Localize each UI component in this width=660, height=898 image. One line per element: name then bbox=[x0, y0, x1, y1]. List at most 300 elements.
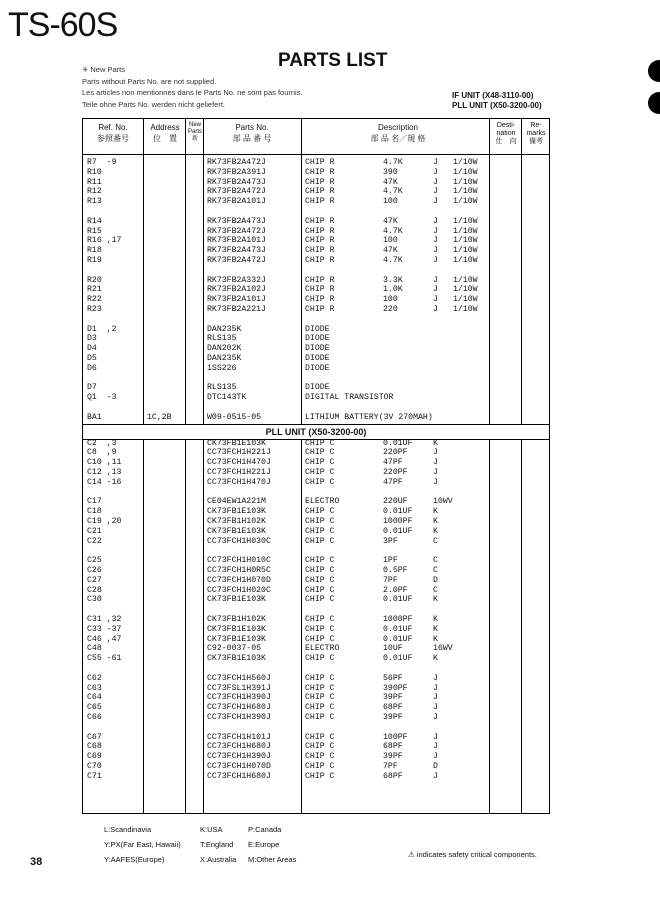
legend-item: P:Canada bbox=[248, 825, 282, 834]
col-parts-no: Parts No. 部 品 番 号 bbox=[232, 123, 272, 143]
table-cell: W09-0515-05 bbox=[207, 412, 262, 422]
table-cell: R7 -9 bbox=[87, 158, 117, 167]
table-row bbox=[83, 517, 549, 527]
table-cell: CHIP C bbox=[305, 585, 335, 595]
pll-unit-label: PLL UNIT (X50-3200-00) bbox=[452, 101, 542, 110]
table-cell: C26 bbox=[87, 566, 102, 575]
table-cell: K bbox=[433, 615, 438, 624]
table-row bbox=[83, 413, 549, 423]
table-cell: C14 -16 bbox=[87, 477, 122, 487]
table-cell: CHIP R bbox=[305, 256, 335, 265]
table-cell: CHIP C bbox=[305, 624, 335, 634]
table-cell: CK73FB1E103K bbox=[207, 526, 266, 536]
table-cell: 1.0K bbox=[383, 285, 403, 295]
table-cell: 1/10W bbox=[453, 246, 478, 256]
binding-hole-2 bbox=[648, 92, 660, 114]
table-cell: RK73FB2A221J bbox=[207, 305, 266, 314]
table-row bbox=[83, 168, 549, 178]
table-cell: 0.01UF bbox=[383, 507, 413, 517]
table-cell: 0.5PF bbox=[383, 566, 408, 575]
table-cell: K bbox=[433, 517, 438, 526]
table-cell: 0.01UF bbox=[383, 654, 413, 664]
table-cell: J bbox=[433, 256, 438, 265]
table-row bbox=[83, 246, 549, 256]
table-cell: 1/10W bbox=[453, 226, 478, 236]
table-cell: 47K bbox=[383, 177, 398, 187]
parts-table bbox=[82, 118, 550, 814]
table-cell: C2 ,3 bbox=[87, 438, 117, 448]
table-row bbox=[83, 334, 549, 344]
table-row bbox=[83, 266, 549, 276]
legend-item: Y:AAFES(Europe) bbox=[104, 855, 165, 864]
table-cell: J bbox=[433, 216, 438, 226]
table-cell: 100PF bbox=[383, 732, 408, 742]
table-row bbox=[83, 478, 549, 488]
table-row bbox=[83, 664, 549, 674]
table-row bbox=[83, 393, 549, 403]
table-cell: CHIP C bbox=[305, 507, 335, 517]
table-cell: R20 bbox=[87, 275, 102, 285]
binding-hole-1 bbox=[648, 60, 660, 82]
table-cell: CHIP C bbox=[305, 615, 335, 624]
table-cell: CHIP R bbox=[305, 246, 335, 256]
table-cell: J bbox=[433, 742, 438, 752]
table-cell: J bbox=[433, 468, 438, 477]
table-cell: CHIP C bbox=[305, 477, 335, 487]
table-row bbox=[83, 762, 549, 772]
table-cell: CC73FCH1H221J bbox=[207, 448, 271, 458]
table-cell: CC73FCH1H470J bbox=[207, 458, 271, 468]
table-row bbox=[83, 256, 549, 266]
table-row bbox=[83, 217, 549, 227]
table-cell: CHIP C bbox=[305, 673, 335, 683]
table-cell: J bbox=[433, 158, 438, 167]
note-de: Teile ohne Parts No. werden nicht geliefert. bbox=[82, 99, 225, 109]
table-cell: LITHIUM BATTERY(3V 270MAH) bbox=[305, 412, 433, 422]
table-cell: CK73FB1E103K bbox=[207, 624, 266, 634]
col-ref: Ref. No. 参照番号 bbox=[97, 123, 129, 143]
table-cell: R15 bbox=[87, 226, 102, 236]
table-cell: CHIP R bbox=[305, 187, 335, 197]
table-row bbox=[83, 468, 549, 478]
table-cell: 39PF bbox=[383, 693, 403, 703]
table-row bbox=[83, 674, 549, 684]
table-cell: RLS135 bbox=[207, 383, 237, 393]
table-cell: 390 bbox=[383, 167, 398, 177]
table-row bbox=[83, 227, 549, 237]
table-cell: CHIP C bbox=[305, 713, 335, 722]
table-row bbox=[83, 305, 549, 315]
table-cell: 0.01UF bbox=[383, 526, 413, 536]
table-row bbox=[83, 527, 549, 537]
table-cell: 1/10W bbox=[453, 275, 478, 285]
table-cell: 1/10W bbox=[453, 305, 478, 314]
table-cell: C46 ,47 bbox=[87, 634, 122, 644]
table-cell: J bbox=[433, 167, 438, 177]
table-cell: 1/10W bbox=[453, 295, 478, 305]
table-row bbox=[83, 354, 549, 364]
table-cell: D bbox=[433, 575, 438, 585]
table-cell: 68PF bbox=[383, 771, 403, 781]
table-cell: J bbox=[433, 295, 438, 305]
legend-item: T:England bbox=[200, 840, 234, 849]
table-row bbox=[83, 315, 549, 325]
table-cell: RK73FB2A473J bbox=[207, 177, 266, 187]
table-cell: K bbox=[433, 438, 438, 448]
table-row bbox=[83, 713, 549, 723]
table-cell: CC73FCH1H010C bbox=[207, 556, 271, 566]
table-cell: RK73FB2A102J bbox=[207, 285, 266, 295]
table-cell: 1/10W bbox=[453, 216, 478, 226]
table-cell: BA1 bbox=[87, 412, 102, 422]
table-cell: CC73FCH1H070D bbox=[207, 575, 271, 585]
table-cell: ELECTRO bbox=[305, 497, 340, 507]
table-row bbox=[83, 586, 549, 596]
table-cell: DIODE bbox=[305, 363, 330, 373]
table-cell: 68PF bbox=[383, 703, 403, 713]
table-cell: 0.01UF bbox=[383, 624, 413, 634]
table-cell: RK73FB2A473J bbox=[207, 246, 266, 256]
table-cell: CK73FB1E103K bbox=[207, 654, 266, 664]
table-cell: RK73FB2A472J bbox=[207, 256, 266, 265]
table-cell: C92-0037-05 bbox=[207, 644, 262, 654]
table-cell: J bbox=[433, 732, 438, 742]
table-cell: 1/10W bbox=[453, 285, 478, 295]
table-cell: C62 bbox=[87, 673, 102, 683]
table-cell: C48 bbox=[87, 644, 102, 654]
table-row bbox=[83, 635, 549, 645]
table-cell: CHIP C bbox=[305, 556, 335, 566]
table-cell: 47K bbox=[383, 216, 398, 226]
table-cell: 100 bbox=[383, 236, 398, 246]
table-row bbox=[83, 439, 549, 449]
table-cell: CHIP R bbox=[305, 167, 335, 177]
table-cell: 4.7K bbox=[383, 158, 403, 167]
table-cell: CC73FCH1H020C bbox=[207, 585, 271, 595]
table-cell: 3PF bbox=[383, 536, 398, 546]
table-cell: RK73FB2A473J bbox=[207, 216, 266, 226]
table-cell: J bbox=[433, 285, 438, 295]
table-cell: 56PF bbox=[383, 673, 403, 683]
table-cell: CHIP C bbox=[305, 693, 335, 703]
table-cell: 0.01UF bbox=[383, 634, 413, 644]
table-cell: 4.7K bbox=[383, 187, 403, 197]
table-cell: C bbox=[433, 585, 438, 595]
table-cell: C22 bbox=[87, 536, 102, 546]
table-cell: R23 bbox=[87, 305, 102, 314]
table-row bbox=[83, 615, 549, 625]
table-cell: C63 bbox=[87, 683, 102, 693]
table-cell: DTC143TK bbox=[207, 393, 247, 403]
col-remarks: Re-marks 備考 bbox=[526, 122, 546, 145]
table-cell: CK73FB1E103K bbox=[207, 595, 266, 605]
table-cell: CHIP C bbox=[305, 448, 335, 458]
table-cell: RK73FB2A101J bbox=[207, 295, 266, 305]
table-cell: CHIP C bbox=[305, 752, 335, 762]
if-unit-label: IF UNIT (X48-3110-00) bbox=[452, 91, 534, 100]
table-row bbox=[83, 344, 549, 354]
table-cell: 16WV bbox=[433, 644, 453, 654]
table-cell: RK73FB2A391J bbox=[207, 167, 266, 177]
table-cell: C bbox=[433, 556, 438, 566]
table-cell: ELECTRO bbox=[305, 644, 340, 654]
note-fr: Les articles non mentionnes dans le Parts No. ne sont pas fournis. bbox=[82, 88, 303, 97]
table-row bbox=[83, 178, 549, 188]
table-cell: J bbox=[433, 236, 438, 246]
pll-section-header: PLL UNIT (X50-3200-00) bbox=[83, 424, 549, 440]
table-cell: CHIP R bbox=[305, 177, 335, 187]
table-cell: CC73FCH1H560J bbox=[207, 673, 271, 683]
table-row bbox=[83, 772, 549, 782]
table-cell: C70 bbox=[87, 762, 102, 771]
table-cell: K bbox=[433, 624, 438, 634]
table-cell: C68 bbox=[87, 742, 102, 752]
table-cell: C8 ,9 bbox=[87, 448, 117, 458]
table-cell: D7 bbox=[87, 383, 97, 393]
table-cell: R10 bbox=[87, 167, 102, 177]
table-cell: 220PF bbox=[383, 468, 408, 477]
table-cell: DAN235K bbox=[207, 354, 242, 363]
table-cell: D6 bbox=[87, 363, 97, 373]
table-cell: CHIP C bbox=[305, 771, 335, 781]
table-cell: J bbox=[433, 177, 438, 187]
table-cell: 1/10W bbox=[453, 256, 478, 265]
table-row bbox=[83, 458, 549, 468]
table-cell: C25 bbox=[87, 556, 102, 566]
table-cell: C28 bbox=[87, 585, 102, 595]
table-cell: CHIP C bbox=[305, 468, 335, 477]
table-cell: 10UF bbox=[383, 644, 403, 654]
table-cell: C18 bbox=[87, 507, 102, 517]
table-cell: 39PF bbox=[383, 713, 403, 722]
table-cell: C19 ,20 bbox=[87, 517, 122, 526]
table-cell: CHIP C bbox=[305, 517, 335, 526]
table-cell: RK73FB2A101J bbox=[207, 236, 266, 246]
header-notes bbox=[82, 64, 303, 110]
table-cell: 1/10W bbox=[453, 187, 478, 197]
safety-note: ⚠ indicates safety critical components. bbox=[408, 850, 537, 859]
table-cell: C55 -61 bbox=[87, 654, 122, 664]
table-cell: CHIP C bbox=[305, 742, 335, 752]
table-cell: R22 bbox=[87, 295, 102, 305]
col-description: Description 部 品 名／規 格 bbox=[370, 123, 426, 143]
table-cell: RK73FB2A472J bbox=[207, 187, 266, 197]
table-cell: CC73FCH1H390J bbox=[207, 752, 271, 762]
table-cell: CHIP R bbox=[305, 295, 335, 305]
table-cell: CC73FCH1H680J bbox=[207, 742, 271, 752]
table-row bbox=[83, 733, 549, 743]
table-cell: CC73FCH1H390J bbox=[207, 713, 271, 722]
table-row bbox=[83, 236, 549, 246]
table-cell: 68PF bbox=[383, 742, 403, 752]
table-cell: 1SS226 bbox=[207, 363, 237, 373]
table-row bbox=[83, 752, 549, 762]
table-row bbox=[83, 374, 549, 384]
table-row bbox=[83, 295, 549, 305]
table-row bbox=[83, 703, 549, 713]
table-cell: CHIP R bbox=[305, 305, 335, 314]
table-cell: J bbox=[433, 305, 438, 314]
table-cell: 4.7K bbox=[383, 256, 403, 265]
table-cell: 1/10W bbox=[453, 158, 478, 167]
table-cell: CK73FB1E103K bbox=[207, 634, 266, 644]
table-cell: CHIP R bbox=[305, 226, 335, 236]
col-address: Address 位 置 bbox=[150, 123, 180, 143]
table-cell: CC73FCH1H680J bbox=[207, 771, 271, 781]
table-row bbox=[83, 488, 549, 498]
note-en: Parts without Parts No. are not supplied. bbox=[82, 76, 217, 86]
table-row bbox=[83, 497, 549, 507]
table-row bbox=[83, 285, 549, 295]
table-cell: 47PF bbox=[383, 477, 403, 487]
table-cell: C64 bbox=[87, 693, 102, 703]
table-cell: C67 bbox=[87, 732, 102, 742]
table-cell: D3 bbox=[87, 334, 97, 344]
table-cell: 1/10W bbox=[453, 197, 478, 207]
table-cell: C66 bbox=[87, 713, 102, 722]
table-cell: K bbox=[433, 507, 438, 517]
table-cell: C71 bbox=[87, 771, 102, 781]
table-cell: 47PF bbox=[383, 458, 403, 468]
table-cell: CHIP C bbox=[305, 536, 335, 546]
table-cell: CHIP C bbox=[305, 438, 335, 448]
table-cell: K bbox=[433, 654, 438, 664]
table-row bbox=[83, 625, 549, 635]
table-cell: C33 -37 bbox=[87, 624, 122, 634]
table-cell: CHIP C bbox=[305, 634, 335, 644]
table-cell: J bbox=[433, 275, 438, 285]
table-cell: J bbox=[433, 458, 438, 468]
table-row bbox=[83, 448, 549, 458]
table-cell: CC73FCH1H070D bbox=[207, 762, 271, 771]
table-cell: K bbox=[433, 634, 438, 644]
table-cell: 1/10W bbox=[453, 167, 478, 177]
table-cell: CC73FCH1H0R5C bbox=[207, 566, 271, 575]
table-cell: K bbox=[433, 526, 438, 536]
table-cell: 1/10W bbox=[453, 177, 478, 187]
table-cell: CHIP C bbox=[305, 654, 335, 664]
table-cell: C69 bbox=[87, 752, 102, 762]
table-cell: R16 ,17 bbox=[87, 236, 122, 246]
table-cell: 0.01UF bbox=[383, 438, 413, 448]
table-cell: DIODE bbox=[305, 344, 330, 354]
table-cell: K bbox=[433, 595, 438, 605]
table-cell: CK73FB1E103K bbox=[207, 507, 266, 517]
table-cell: CC73FCH1H390J bbox=[207, 693, 271, 703]
table-cell: CHIP C bbox=[305, 575, 335, 585]
table-cell: J bbox=[433, 187, 438, 197]
table-row bbox=[83, 546, 549, 556]
table-cell: DAN235K bbox=[207, 324, 242, 334]
table-cell: CHIP C bbox=[305, 703, 335, 713]
legend-item: X:Australia bbox=[200, 855, 237, 864]
table-cell: DIODE bbox=[305, 324, 330, 334]
table-row bbox=[83, 187, 549, 197]
table-cell: J bbox=[433, 703, 438, 713]
table-cell: 1/10W bbox=[453, 236, 478, 246]
unit-labels bbox=[452, 91, 542, 111]
table-cell: 10WV bbox=[433, 497, 453, 507]
page-number: 38 bbox=[30, 856, 43, 868]
table-row bbox=[83, 566, 549, 576]
page-title: PARTS LIST bbox=[278, 50, 388, 71]
table-cell: J bbox=[433, 197, 438, 207]
table-cell: RK73FB2A472J bbox=[207, 158, 266, 167]
col-new: New Parts 新 bbox=[187, 122, 202, 142]
table-cell: RK73FB2A472J bbox=[207, 226, 266, 236]
table-cell: CC73FCH1H030C bbox=[207, 536, 271, 546]
table-header bbox=[83, 119, 549, 155]
table-cell: Q1 -3 bbox=[87, 393, 117, 403]
table-cell: D1 ,2 bbox=[87, 324, 117, 334]
table-cell: C10 ,11 bbox=[87, 458, 122, 468]
table-cell: 39PF bbox=[383, 752, 403, 762]
table-cell: C bbox=[433, 566, 438, 575]
table-row bbox=[83, 507, 549, 517]
model-name: TS-60S bbox=[8, 6, 118, 44]
table-cell: 1000PF bbox=[383, 517, 413, 526]
table-cell: R21 bbox=[87, 285, 102, 295]
table-cell: DAN202K bbox=[207, 344, 242, 354]
table-cell: 220UF bbox=[383, 497, 408, 507]
table-cell: CK73FB1H102K bbox=[207, 517, 266, 526]
table-cell: CHIP C bbox=[305, 762, 335, 771]
table-row bbox=[83, 158, 549, 168]
table-row bbox=[83, 537, 549, 547]
table-cell: J bbox=[433, 448, 438, 458]
table-cell: 4.7K bbox=[383, 226, 403, 236]
table-cell: J bbox=[433, 713, 438, 722]
table-cell: CHIP C bbox=[305, 526, 335, 536]
table-cell: 390PF bbox=[383, 683, 408, 693]
table-cell: 7PF bbox=[383, 575, 398, 585]
col-destination: Desti-nation 仕 向 bbox=[495, 122, 517, 145]
table-cell: CC73FCH1H470J bbox=[207, 477, 271, 487]
table-cell: DIODE bbox=[305, 334, 330, 344]
table-cell: J bbox=[433, 673, 438, 683]
table-cell: CK73FB1H102K bbox=[207, 615, 266, 624]
table-row bbox=[83, 605, 549, 615]
table-cell: 100 bbox=[383, 295, 398, 305]
note-new-parts: ✳ New Parts bbox=[82, 65, 125, 74]
table-cell: CHIP R bbox=[305, 285, 335, 295]
table-cell: CHIP C bbox=[305, 595, 335, 605]
table-row bbox=[83, 556, 549, 566]
table-row bbox=[83, 693, 549, 703]
table-row bbox=[83, 276, 549, 286]
table-cell: CC73FCH1H221J bbox=[207, 468, 271, 477]
table-cell: DIODE bbox=[305, 354, 330, 363]
table-cell: R12 bbox=[87, 187, 102, 197]
table-row bbox=[83, 197, 549, 207]
table-cell: CC73FCH1H680J bbox=[207, 703, 271, 713]
table-cell: R13 bbox=[87, 197, 102, 207]
table-cell: 220 bbox=[383, 305, 398, 314]
table-cell: RK73FB2A101J bbox=[207, 197, 266, 207]
legend-item: L:Scandinavia bbox=[104, 825, 152, 834]
table-cell: C21 bbox=[87, 526, 102, 536]
table-cell: 2.0PF bbox=[383, 585, 408, 595]
table-cell: J bbox=[433, 752, 438, 762]
table-cell: CHIP R bbox=[305, 236, 335, 246]
table-cell: CHIP C bbox=[305, 458, 335, 468]
table-cell: CHIP R bbox=[305, 275, 335, 285]
table-cell: CHIP R bbox=[305, 216, 335, 226]
table-cell: 3.3K bbox=[383, 275, 403, 285]
table-cell: C27 bbox=[87, 575, 102, 585]
table-cell: C30 bbox=[87, 595, 102, 605]
table-cell: DIODE bbox=[305, 383, 330, 393]
